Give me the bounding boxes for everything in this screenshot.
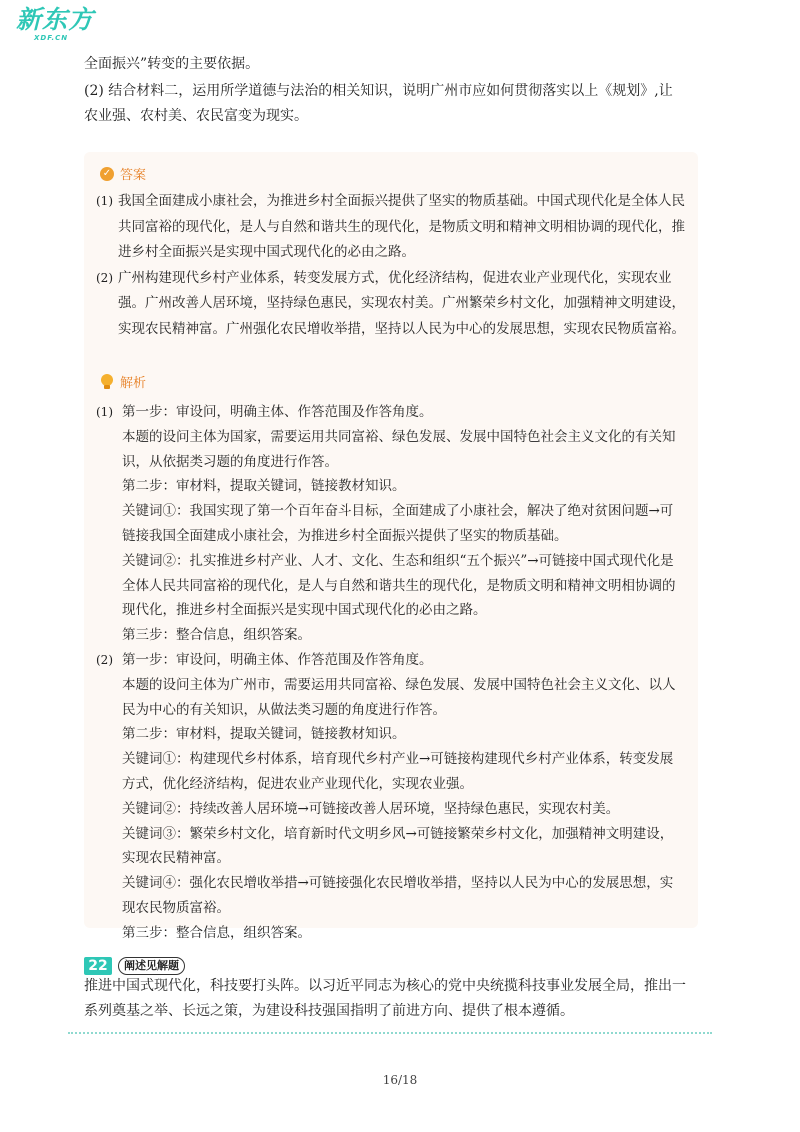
answer-heading [100,164,146,183]
analysis-line: 关键词②：持续改善人居环境→可链接改善人居环境，坚持绿色惠民，实现农村美。 [122,800,620,817]
dotted-divider [68,1032,712,1034]
analysis-heading-label: 解析 [120,376,147,391]
analysis-line: 关键词④：强化农民增收举措→可链接强化农民增收举措，坚持以人民为中心的发展思想，实现农民物质富裕。 [122,875,674,916]
question-2-line: (2) 结合材料二，运用所学道德与法治的相关知识，说明广州市应如何贯彻落实以上《规划》,让 [84,83,673,99]
analysis-line: 第二步：审材料，提取关键词，链接教材知识。 [122,478,406,495]
analysis-block-number: (2) [96,652,113,667]
logo-text: 新东方 [16,5,95,34]
analysis-block [96,400,686,648]
analysis-line: 第二步：审材料，提取关键词，链接教材知识。 [122,726,406,743]
answer-heading-label: 答案 [120,168,147,183]
question-type-badge: 阐述见解题 [118,957,185,975]
analysis-line: 关键词①：构建现代乡村体系，培育现代乡村产业→可链接构建现代乡村产业体系，转变发展方式，优化经济结构，促进农业产业现代化，实现农业强。 [122,751,674,792]
question-22-text [84,974,720,1024]
analysis-block [96,648,686,946]
brand-logo [16,6,94,42]
analysis-block-number: (1) [96,405,113,419]
intro-line: 全面振兴”转变的主要依据。 [84,56,260,72]
question-22-line: 推进中国式现代化，科技要打头阵。以习近平同志为核心的党中央统揽科技事业发展全局，推出一 [84,978,686,994]
analysis-line: 本题的设问主体为国家，需要运用共同富裕、绿色发展、发展中国特色社会主义文化的有关知识，从依据类习题的角度进行作答。 [122,428,676,470]
analysis-heading [100,372,146,391]
check-circle-icon: ✓ [100,167,114,181]
answer-panel [84,152,698,941]
answer-item-text: 我国全面建成小康社会，为推进乡村全面振兴提供了坚实的物质基础。中国式现代化是全体人民共同富裕的现代化，是人与自然和谐共生的现代化，是物质文明和精神文明相协调的现代化，推进乡村全面振兴是实现中国式现代化的必由之路。 [118,193,685,260]
answer-item [96,189,686,266]
answer-item [96,266,686,343]
analysis-line: 关键词③：繁荣乡村文化，培育新时代文明乡风→可链接繁荣乡村文化，加强精神文明建设，实现农民精神富。 [122,825,674,867]
lightbulb-icon [100,374,114,390]
question-22-line: 系列奠基之举、长远之策，为建设科技强国指明了前进方向、提供了根本遵循。 [84,1003,574,1019]
question-22-header [84,957,185,975]
answer-item-number: (1) [96,194,113,208]
answer-list [96,189,686,342]
analysis-line: 第一步：审设问，明确主体、作答范围及作答角度。 [122,651,433,668]
question-intro [84,52,714,129]
analysis-line: 第一步：审设问，明确主体、作答范围及作答角度。 [122,404,433,420]
page-number: 16/18 [382,1073,418,1087]
analysis-line: 关键词①：我国实现了第一个百年奋斗目标，全面建成了小康社会，解决了绝对贫困问题→可链接我国全面建成小康社会，为推进乡村全面振兴提供了坚实的物质基础。 [122,503,674,544]
answer-item-number: (2) [96,270,113,285]
analysis-line: 本题的设问主体为广州市，需要运用共同富裕、绿色发展、发展中国特色社会主义文化、以人民为中心的有关知识，从做法类习题的角度进行作答。 [122,676,676,718]
question-number-badge: 22 [84,957,112,975]
analysis-body [96,400,686,946]
question-2-line: 农业强、农村美、农民富变为现实。 [84,108,308,124]
analysis-line: 第三步：整合信息，组织答案。 [122,924,311,941]
analysis-lines [122,648,686,946]
answer-item-text: 广州构建现代乡村产业体系，转变发展方式，优化经济结构，促进农业产业现代化，实现农业强。广州改善人居环境，坚持绿色惠民，实现农村美。广州繁荣乡村文化，加强精神文明建设，实现农民精神富。广州强化农民增收举措，坚持以人民为中心的发展思想，实现农民物质富裕。 [118,269,685,337]
logo-subtext: XDF.CN [34,34,69,42]
analysis-line: 关键词②：扎实推进乡村产业、人才、文化、生态和组织“五个振兴”→可链接中国式现代化是全体人民共同富裕的现代化，是人与自然和谐共生的现代化，是物质文明和精神文明相协调的现代化，推进乡村全面振兴是实现中国式现代化的必由之路。 [122,552,676,619]
analysis-lines [122,400,686,648]
analysis-line: 第三步：整合信息，组织答案。 [122,627,311,644]
